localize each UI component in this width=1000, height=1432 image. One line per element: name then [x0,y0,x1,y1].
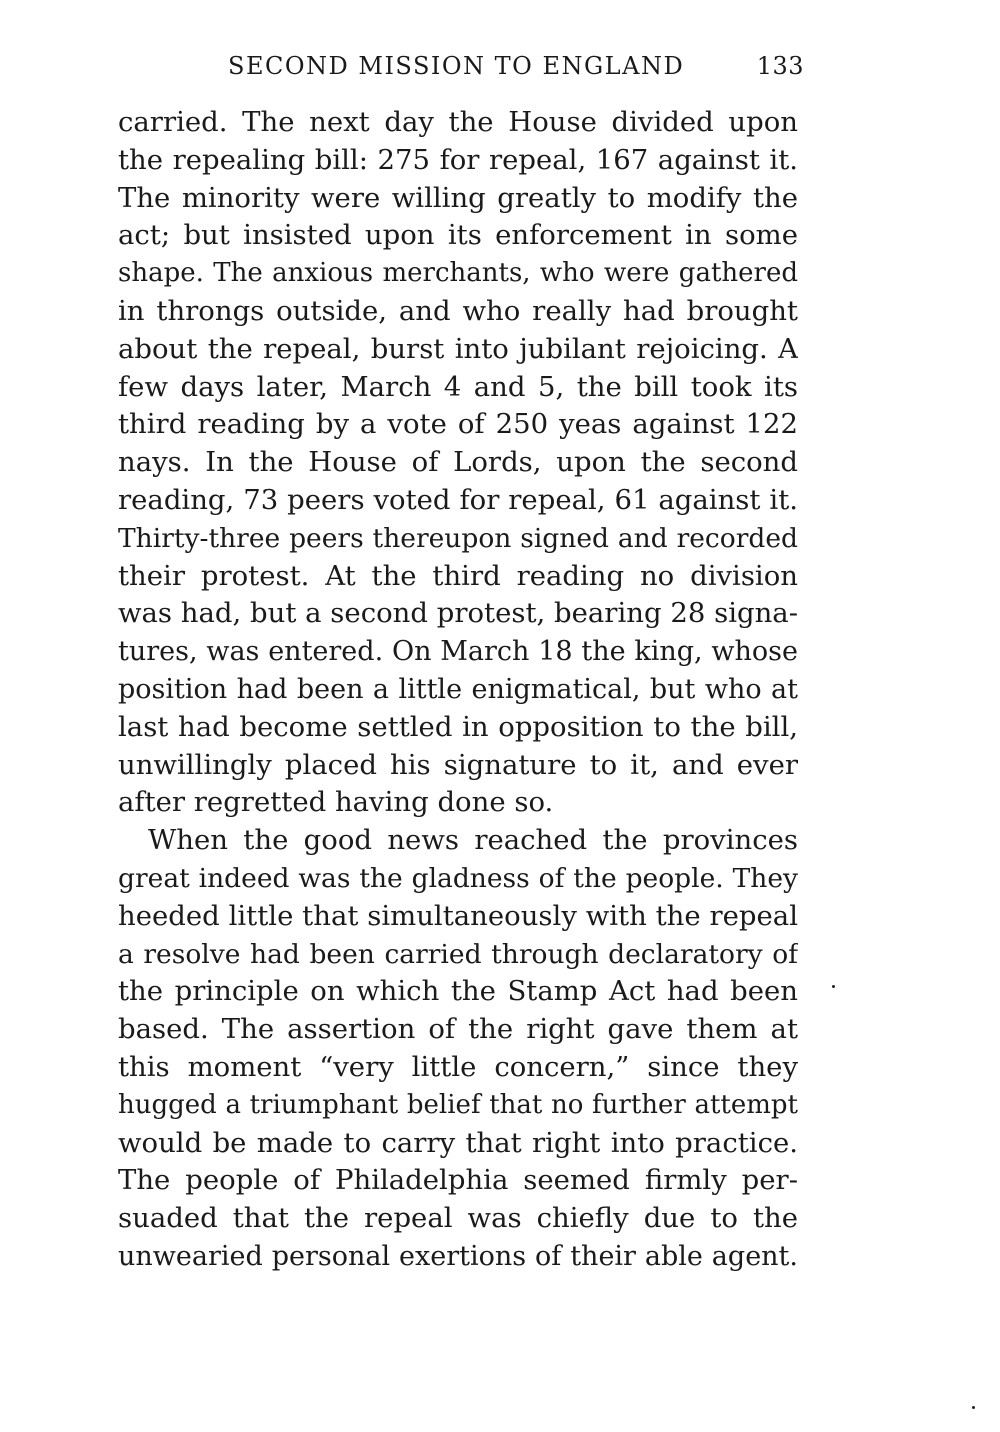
body-text [118,104,798,1276]
text-line: hugged a triumphant belief that no further attempt [118,1089,798,1120]
text-line: would be made to carry that right into practice. [118,1126,798,1159]
text-line: nays. In the House of Lords, upon the second [118,446,798,479]
text-line: their protest. At the third reading no division [118,559,798,592]
scan-speck [972,1406,975,1409]
running-title: SECOND MISSION TO ENGLAND [228,52,685,80]
text-line: shape. The anxious merchants, who were gathered [118,258,798,289]
text-line: carried. The next day the House divided upon [118,106,798,138]
text-line: a resolve had been carried through declaratory of [118,938,798,970]
text-line: reading, 73 peers voted for repeal, 61 against it. [118,483,798,516]
text-line: The people of Philadelphia seemed firmly per- [118,1164,798,1197]
text-line: was had, but a second protest, bearing 28 signa- [118,597,798,630]
text-line: suaded that the repeal was chiefly due to the [118,1202,798,1235]
text-line: position had been a little enigmatical, but who at [118,673,798,705]
text-line: last had become settled in opposition to the bill, [118,710,798,743]
text-line: tures, was entered. On March 18 the king, whose [118,636,798,668]
text-line: unwearied personal exertions of their able agent. [118,1240,798,1272]
text-line: the principle on which the Stamp Act had been [118,975,798,1008]
text-line: heeded little that simultaneously with the repeal [118,899,798,932]
text-line: in throngs outside, and who really had brought [118,294,798,327]
text-line: third reading by a vote of 250 yeas against 122 [118,408,798,441]
paragraph-2 [118,822,798,1276]
text-line: The minority were willing greatly to modify the [118,181,798,214]
text-line: based. The assertion of the right gave them at [118,1013,798,1046]
text-line: this moment “very little concern,” since they [118,1050,798,1083]
text-line: When the good news reached the provinces [148,824,798,857]
scan-speck [832,985,835,988]
text-line: few days later, March 4 and 5, the bill took its [118,370,798,403]
text-line: after regretted having done so. [118,786,554,819]
text-line: unwillingly placed his signature to it, and ever [118,748,798,781]
paragraph-1 [118,104,798,822]
text-line: about the repeal, burst into jubilant rejoicing. A [118,332,798,365]
page-number: 133 [756,52,804,80]
text-line: great indeed was the gladness of the people. They [118,862,798,894]
text-line: act; but insisted upon its enforcement in some [118,219,798,252]
running-header [228,48,804,84]
text-line: the repealing bill: 275 for repeal, 167 against it. [118,143,798,176]
text-line: Thirty-three peers thereupon signed and recorded [118,522,798,554]
